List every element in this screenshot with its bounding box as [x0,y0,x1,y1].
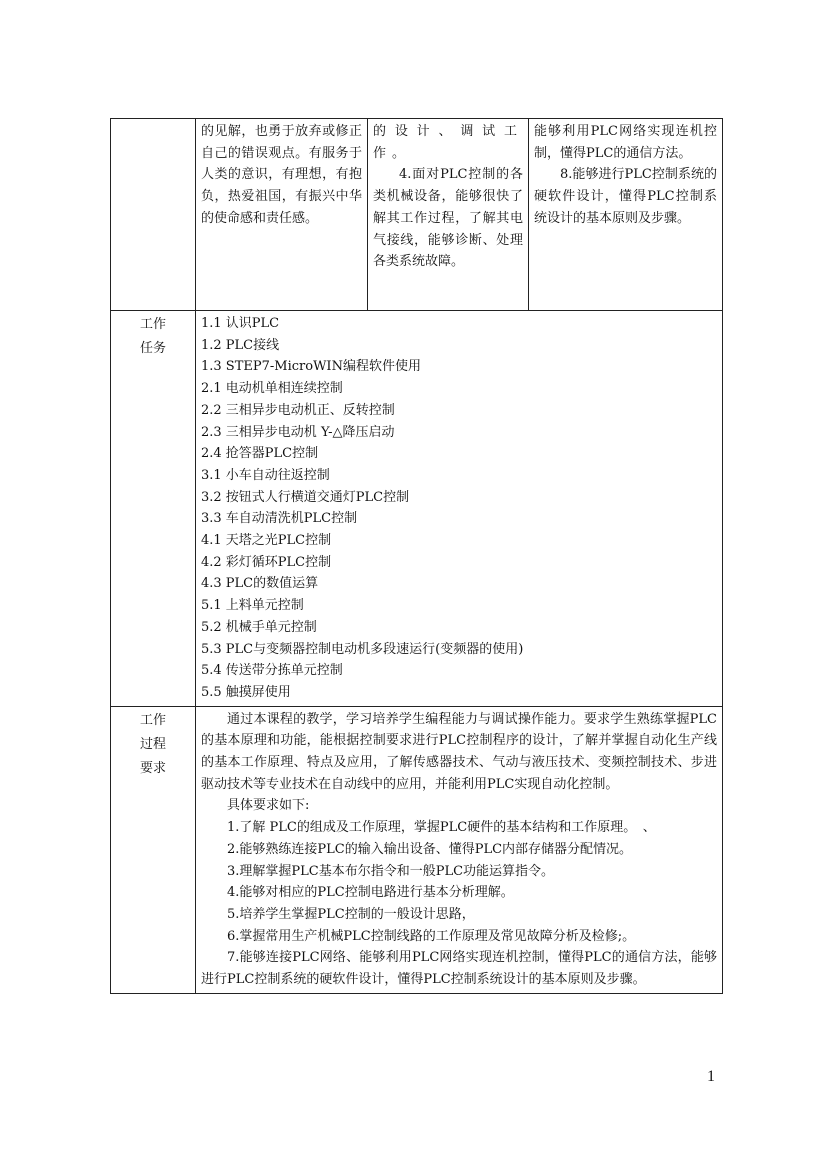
task-item: 5.5 触摸屏使用 [201,684,291,700]
task-item: 2.4 抢答器PLC控制 [201,446,319,462]
process-req-content [196,706,723,993]
top-row-label-cell [111,119,196,311]
requirement-item: 2.能够熟练连接PLC的输入输出设备、懂得PLC内部存储器分配情况。 [227,841,633,857]
top-row-col3 [529,119,723,311]
task-item: 1.2 PLC接线 [201,337,280,353]
task-item: 5.4 传送带分拣单元控制 [201,663,343,679]
top-row-col2 [368,119,529,311]
task-item: 2.1 电动机单相连续控制 [201,381,343,397]
work-tasks-row [111,311,723,707]
task-item: 5.1 上料单元控制 [201,598,304,614]
process-req-label [111,706,196,993]
task-item: 3.3 车自动清洗机PLC控制 [201,511,358,527]
task-item: 5.2 机械手单元控制 [201,619,317,635]
requirement-item: 3.理解掌握PLC基本布尔指令和一般PLC功能运算指令。 [227,863,555,879]
task-item: 4.1 天塔之光PLC控制 [201,533,332,549]
task-item: 1.1 认识PLC [201,316,280,331]
work-tasks-label-2: 任务 [139,341,166,356]
process-req-label-2: 过程 [139,736,166,752]
col3-text-a: 能够利用PLC网络实现连机控制，懂得PLC的通信方法。 [534,124,717,161]
page-number: 1 [707,1068,715,1085]
process-req-intro: 通过本课程的教学，学习培养学生编程能力与调试操作能力。要求学生熟练掌握PLC的基本原理和功能，能根据控制要求进行PLC控制程序的设计，了解并掌握自动化生产线的基本工作原理、特点及应用，了解传感器技术、气动与液压技术、变频控制技术、步进驱动技术等专业技术在自动线中的应用，并能利用PLC实现自动化控制。 [201,711,717,792]
col1-text: 的见解，也勇于放弃或修正自己的错误观点。有服务于人类的意识，有理想，有抱负，热爱祖国，有振兴中华的使命感和责任感。 [201,124,362,226]
requirement-item: 5.培养学生掌握PLC控制的一般设计思路， [227,906,475,922]
task-item: 2.3 三相异步电动机 Y-△降压启动 [201,424,395,440]
requirement-item: 1.了解 PLC的组成及工作原理，掌握PLC硬件的基本结构和工作原理。 、 [227,820,656,836]
task-item: 4.2 彩灯循环PLC控制 [201,554,332,570]
requirement-item: 6.掌握常用生产机械PLC控制线路的工作原理及常见故障分析及检修;。 [227,928,636,944]
process-req-label-3: 要求 [139,760,166,776]
work-tasks-list [196,311,723,707]
task-item: 3.2 按钮式人行横道交通灯PLC控制 [201,489,410,505]
top-row [111,119,723,311]
top-row-col1 [196,119,368,311]
process-req-row [111,706,723,993]
task-item: 4.3 PLC的数值运算 [201,576,319,592]
task-item: 5.3 PLC与变频器控制电动机多段速运行(变频器的使用) [201,641,524,657]
col2-text-b: 4.面对PLC控制的各类机械设备，能够很快了解其工作过程，了解其电气接线，能够诊断、处理各类系统故障。 [373,167,523,270]
requirement-item: 4.能够对相应的PLC控制电路进行基本分析理解。 [227,885,514,901]
col3-text-b: 8.能够进行PLC控制系统的硬软件设计，懂得PLC控制系统设计的基本原则及步骤。 [534,167,717,226]
task-item: 3.1 小车自动往返控制 [201,467,330,483]
process-req-subtitle: 具体要求如下: [227,798,310,814]
course-table [110,118,723,994]
col2-text-a: 的设计、调试工作。 [373,124,523,161]
requirement-item: 7.能够连接PLC网络、能够利用PLC网络实现连机控制，懂得PLC的通信方法，能够进行PLC控制系统的硬软件设计，懂得PLC控制系统设计的基本原则及步骤。 [201,950,717,988]
work-tasks-label [111,311,196,707]
process-req-label-1: 工作 [139,712,166,728]
task-item: 1.3 STEP7-MicroWIN编程软件使用 [201,359,421,375]
task-item: 2.2 三相异步电动机正、反转控制 [201,402,395,418]
work-tasks-label-1: 工作 [139,317,166,332]
